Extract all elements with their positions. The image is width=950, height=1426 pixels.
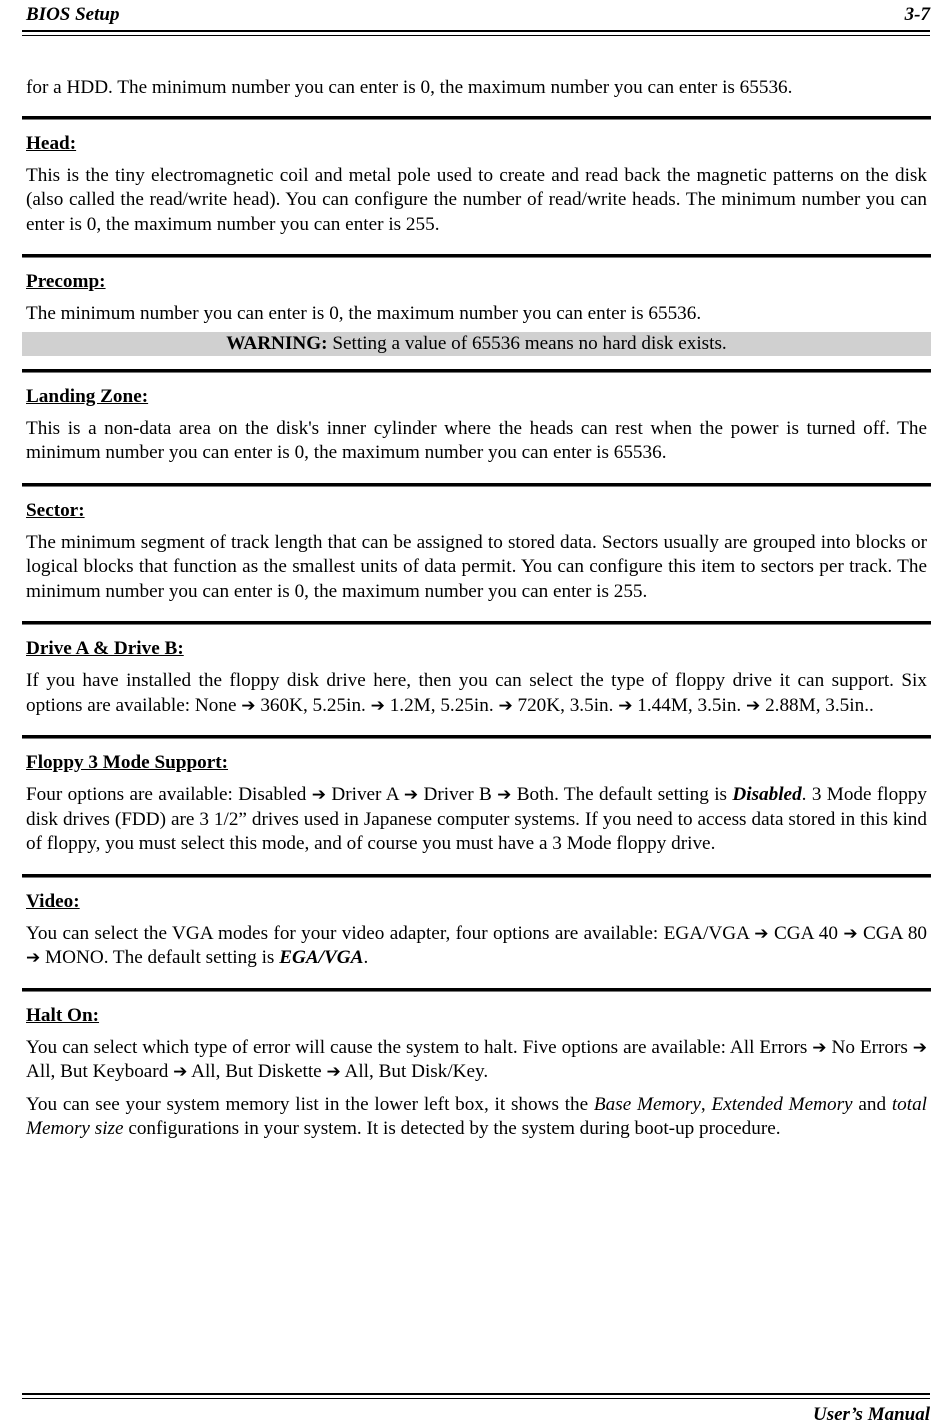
section-divider: [22, 621, 931, 625]
header-rule: [22, 30, 930, 36]
memory-text: configurations in your system. It is detected by the system during boot-up procedure.: [123, 1118, 781, 1139]
option-text: None: [194, 694, 237, 716]
section-title-halt-on: Halt On:: [26, 1004, 100, 1026]
page-number: 3-7: [904, 4, 930, 25]
warning-text: Setting a value of 65536 means no hard disk exists.: [327, 332, 727, 354]
option-text: Driver B: [423, 784, 492, 805]
arrow-icon: ➔: [497, 785, 512, 805]
section-divider: [22, 254, 931, 258]
arrow-icon: ➔: [618, 695, 633, 716]
arrow-icon: ➔: [311, 785, 327, 805]
memory-text: You can see your system memory list in the lower left box, it shows the: [26, 1093, 594, 1115]
page-header: [22, 4, 930, 26]
option-text: Driver A: [331, 784, 399, 805]
arrow-icon: ➔: [403, 785, 419, 805]
option-text: CGA 80: [863, 922, 928, 944]
warning-label: WARNING:: [226, 332, 328, 354]
arrow-icon: ➔: [843, 923, 858, 944]
floppy-text: . 3 Mode floppy disk drives (FDD) are 3 1/2” drives used in Japanese computer systems. If you need to access data stored in this kind of floppy, you must select this mode, and of course you must have a 3 Mode floppy drive.: [26, 784, 927, 854]
section-divider: [22, 369, 931, 373]
option-text: EGA/VGA: [663, 922, 749, 944]
floppy-text: Four options are available:: [26, 784, 239, 805]
drive-text: If you have installed the floppy disk drive here, then you can select the type of floppy drive it can support. Six options are available:: [26, 670, 927, 716]
warning-banner: [22, 332, 931, 356]
option-text: 2.88M, 3.5in.: [765, 694, 870, 716]
drive-paragraph: [26, 669, 927, 718]
section-title-drive: Drive A & Drive B:: [26, 638, 184, 659]
arrow-icon: ➔: [241, 695, 256, 716]
option-text: 1.44M, 3.5in.: [637, 694, 742, 716]
option-text: 1.2M, 5.25in.: [389, 694, 494, 716]
option-text: All, But Diskette: [191, 1061, 322, 1082]
section-title-head: Head:: [26, 132, 77, 154]
header-title: BIOS Setup: [26, 4, 120, 25]
video-text: You can select the VGA modes for your video adapter, four options are available:: [26, 922, 664, 944]
arrow-icon: ➔: [498, 695, 513, 716]
floppy-text: . The default setting is: [554, 784, 733, 805]
halt-on-paragraph: [26, 1036, 927, 1085]
option-text: 720K, 3.5in.: [517, 694, 614, 716]
option-text: All, But Disk/Key: [344, 1061, 484, 1082]
drive-text: .: [869, 694, 874, 716]
video-paragraph: [26, 922, 927, 971]
sector-paragraph: The minimum segment of track length that can be assigned to stored data. Sectors usually are grouped into blocks or logical blocks that function as the smallest units of data permit. You can configure this item to sectors per track. The minimum number you can enter is 0, the maximum number you can enter is 255.: [26, 531, 927, 602]
footer-rule: [22, 1393, 930, 1399]
page-content: [26, 76, 927, 1142]
section-divider: [22, 735, 931, 739]
default-value: EGA/VGA: [279, 947, 364, 968]
option-text: 360K, 5.25in.: [260, 694, 366, 716]
section-divider: [22, 116, 931, 120]
halt-text: You can select which type of error will cause the system to halt. Five options are available:: [26, 1036, 730, 1058]
section-title-precomp: Precomp:: [26, 271, 106, 292]
option-text: Disabled: [238, 784, 307, 805]
option-text: MONO: [45, 947, 104, 968]
intro-paragraph: for a HDD. The minimum number you can enter is 0, the maximum number you can enter is 65536.: [26, 77, 793, 98]
section-divider: [22, 874, 931, 878]
footer-label: User’s Manual: [812, 1404, 930, 1425]
option-text: No Errors: [831, 1036, 908, 1058]
section-title-sector: Sector:: [26, 499, 85, 521]
section-title-landing-zone: Landing Zone:: [26, 385, 149, 407]
arrow-icon: ➔: [173, 1062, 188, 1082]
halt-text: .: [483, 1061, 489, 1082]
section-title-video: Video:: [26, 890, 80, 912]
arrow-icon: ➔: [754, 923, 769, 944]
section-divider: [22, 988, 931, 992]
arrow-icon: ➔: [812, 1037, 827, 1058]
precomp-paragraph: The minimum number you can enter is 0, the maximum number you can enter is 65536.: [26, 303, 702, 324]
option-text: All, But Keyboard: [26, 1061, 169, 1082]
memory-term: total Memory size: [26, 1093, 928, 1139]
arrow-icon: ➔: [746, 695, 761, 716]
section-title-floppy: Floppy 3 Mode Support:: [26, 752, 229, 773]
arrow-icon: ➔: [326, 1062, 341, 1082]
memory-text: and: [852, 1093, 892, 1115]
memory-term: Base Memory: [593, 1093, 701, 1115]
section-divider: [22, 483, 931, 487]
option-text: Both: [516, 784, 555, 805]
landing-zone-paragraph: This is a non-data area on the disk's inner cylinder where the heads can rest when the power is turned off. The minimum number you can enter is 0, the maximum number you can enter is 65536.: [26, 417, 927, 463]
option-text: All Errors: [729, 1036, 808, 1058]
head-paragraph: This is the tiny electromagnetic coil and metal pole used to create and read back the magnetic patterns on the disk (also called the read/write head). You can configure the number of read/write heads. The minimum number you can enter is 0, the maximum number you can enter is 255.: [26, 164, 927, 235]
video-text: . The default setting is: [103, 947, 280, 968]
floppy-paragraph: [26, 783, 927, 857]
option-text: CGA 40: [773, 922, 838, 944]
arrow-icon: ➔: [912, 1037, 928, 1058]
memory-text: ,: [700, 1093, 712, 1115]
arrow-icon: ➔: [26, 948, 41, 968]
memory-paragraph: [26, 1093, 927, 1142]
default-value: Disabled: [732, 784, 802, 805]
memory-term: Extended Memory: [711, 1093, 853, 1115]
video-text: .: [363, 947, 369, 968]
arrow-icon: ➔: [370, 695, 385, 716]
